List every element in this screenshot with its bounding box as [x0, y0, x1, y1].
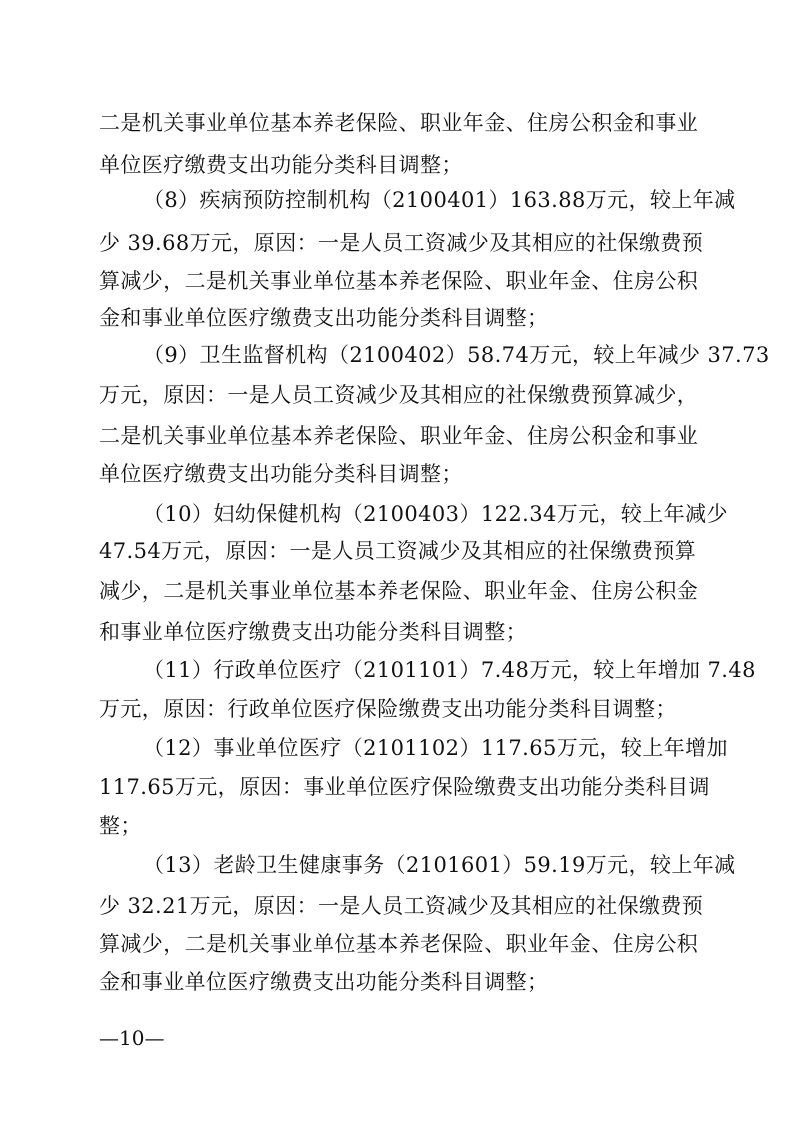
- text-line: 和事业单位医疗缴费支出功能分类科目调整；: [99, 620, 527, 644]
- text-line: （8）疾病预防控制机构（2100401）163.88万元，较上年减: [143, 188, 736, 212]
- text-line: （9）卫生监督机构（2100402）58.74万元，较上年减少 37.73: [143, 343, 770, 367]
- text-line: 整；: [99, 814, 142, 838]
- text-line: （13）老龄卫生健康事务（2101601）59.19万元，较上年减: [143, 853, 736, 877]
- text-line: 少 32.21万元，原因：一是人员工资减少及其相应的社保缴费预: [99, 894, 704, 918]
- page-number: —10—: [99, 1026, 165, 1050]
- text-line: 万元，原因：行政单位医疗保险缴费支出功能分类科目调整；: [99, 697, 677, 721]
- text-line: 117.65万元，原因：事业单位医疗保险缴费支出功能分类科目调: [99, 775, 710, 799]
- text-line: 减少，二是机关事业单位基本养老保险、职业年金、住房公积金: [99, 579, 699, 603]
- text-line: 单位医疗缴费支出功能分类科目调整；: [99, 462, 463, 486]
- text-line: （10）妇幼保健机构（2100403）122.34万元，较上年减少: [143, 502, 728, 526]
- text-line: 少 39.68万元，原因：一是人员工资减少及其相应的社保缴费预: [99, 231, 704, 255]
- text-line: 单位医疗缴费支出功能分类科目调整；: [99, 153, 463, 177]
- text-line: （11）行政单位医疗（2101101）7.48万元，较上年增加 7.48: [143, 658, 756, 682]
- text-line: 算减少，二是机关事业单位基本养老保险、职业年金、住房公积: [99, 269, 699, 293]
- text-line: 万元，原因：一是人员工资减少及其相应的社保缴费预算减少，: [99, 383, 699, 407]
- text-line: 金和事业单位医疗缴费支出功能分类科目调整；: [99, 306, 549, 330]
- text-line: （12）事业单位医疗（2101102）117.65万元，较上年增加: [143, 736, 728, 760]
- text-line: 二是机关事业单位基本养老保险、职业年金、住房公积金和事业: [99, 424, 699, 448]
- text-line: 金和事业单位医疗缴费支出功能分类科目调整；: [99, 970, 549, 994]
- text-line: 二是机关事业单位基本养老保险、职业年金、住房公积金和事业: [99, 111, 699, 135]
- text-line: 算减少，二是机关事业单位基本养老保险、职业年金、住房公积: [99, 932, 699, 956]
- text-line: 47.54万元，原因：一是人员工资减少及其相应的社保缴费预算: [99, 539, 697, 563]
